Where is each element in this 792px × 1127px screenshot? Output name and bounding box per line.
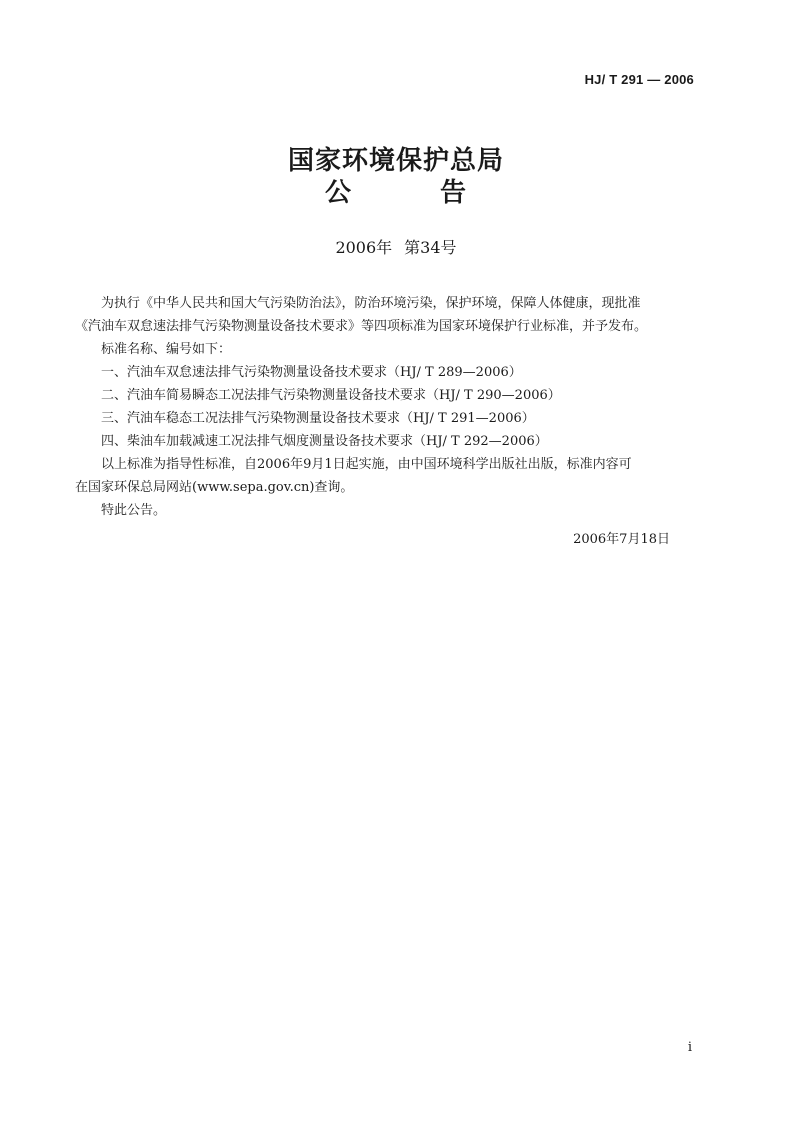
announcement-char-1: 公 <box>324 178 352 208</box>
closing-line: 特此公告。 <box>101 503 167 518</box>
announcement-date: 2006年7月18日 <box>573 532 670 547</box>
paragraph: 为执行《中华人民共和国大气污染防治法》，防治环境污染，保护环境，保障人体健康，现批准 <box>101 296 641 311</box>
standard-list-item: 一、汽油车双怠速法排气污染物测量设备技术要求（HJ/ T 289—2006） <box>101 365 522 380</box>
page-number: i <box>687 1040 692 1055</box>
issue-year: 2006年 <box>335 238 393 257</box>
standard-code: HJ/ T 291 — 2006 <box>584 72 694 87</box>
paragraph: 在国家环保总局网站(www.sepa.gov.cn)查询。 <box>75 480 354 495</box>
announcement-heading <box>0 172 792 209</box>
paragraph: 标准名称、编号如下： <box>101 342 232 357</box>
standard-list-item: 四、柴油车加载减速工况法排气烟度测量设备技术要求（HJ/ T 292—2006） <box>101 434 548 449</box>
issuing-authority-title: 国家环境保护总局 <box>287 146 504 176</box>
standard-list-item: 二、汽油车简易瞬态工况法排气污染物测量设备技术要求（HJ/ T 290—2006） <box>101 388 561 403</box>
announcement-char-2: 告 <box>440 178 468 208</box>
issue-number <box>0 235 792 258</box>
paragraph: 以上标准为指导性标准，自2006年9月1日起实施，由中国环境科学出版社出版，标准内容可 <box>101 457 632 472</box>
standard-list-item: 三、汽油车稳态工况法排气污染物测量设备技术要求（HJ/ T 291—2006） <box>101 411 535 426</box>
announcement-body <box>75 292 705 522</box>
issue-no: 第34号 <box>404 238 457 257</box>
paragraph: 《汽油车双怠速法排气污染物测量设备技术要求》等四项标准为国家环境保护行业标准，并予发布。 <box>75 319 648 334</box>
